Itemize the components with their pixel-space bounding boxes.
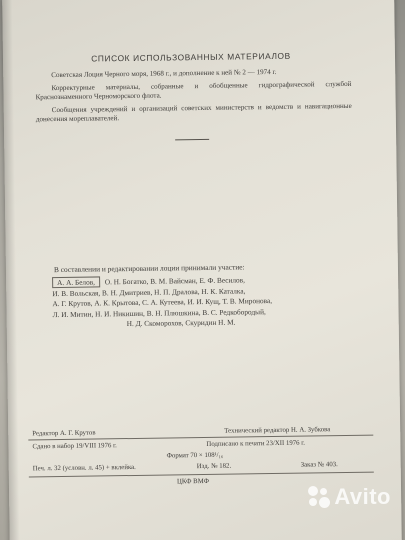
tech-editor: Технический редактор Н. А. Зубкова: [224, 426, 331, 435]
typeset-date: Сдано в набор 19/VIII 1976 г.: [32, 442, 117, 451]
edition-number: Изд. № 182.: [196, 462, 232, 471]
format: Формат 70 × 108¹/₁₆: [166, 451, 224, 460]
editor: Редактор А. Г. Крутов: [32, 429, 96, 438]
bibliography-item: Сообщения учреждений и организаций советских министерств и ведомств и навигационные донесения мореплавателей.: [35, 101, 352, 124]
imprint-block: [28, 426, 374, 492]
credits-intro: В составлении и редактировании лоции принимали участие:: [53, 262, 245, 275]
print-sheets: Печ. л. 32 (условн. л. 45) + вклейка.: [32, 463, 136, 473]
avito-logo-icon: [308, 486, 330, 508]
page-content: [21, 50, 365, 332]
section-divider: [175, 139, 209, 140]
credits-line: Л. И. Митин, Н. И. Никишин, В. Н. Плюшкина, В. С. Редкобородый,: [52, 306, 266, 319]
credits-line: Н. Д. Скоморохов, Скуридин Н. М.: [126, 317, 236, 329]
order-number: Заказ № 403.: [300, 461, 338, 469]
avito-watermark: [308, 484, 391, 510]
credits-line: И. В. Вольская, В. Н. Дмитриев, Н. П. Дралова, Н. К. Каталка,: [52, 285, 246, 298]
highlighted-name: А. А. Белов,: [52, 276, 100, 288]
watermark-text: Avito: [334, 484, 391, 509]
page-shadow: [2, 0, 20, 540]
credits-line-text: О. Н. Богатко, В. М. Вайсман, Е. Ф. Весилов,: [104, 275, 245, 287]
printer: ЦКФ ВМФ: [176, 477, 210, 486]
bibliography-title: СПИСОК ИСПОЛЬЗОВАННЫХ МАТЕРИАЛОВ: [91, 50, 291, 64]
bibliography-item: Корректурные материалы, собранные и обобщенные гидрографической службой Краснознаменного Черноморского флота.: [35, 79, 352, 102]
credits-line: А. Г. Крутов, А. К. Крытова, С. А. Кутеева, И. И. Кущ, Т. В. Миронова,: [52, 296, 273, 309]
bibliography-item: Советская Лоция Черного моря, 1968 г., и дополнение к ней № 2 — 1974 г.: [51, 67, 277, 80]
book-page: [2, 0, 402, 540]
signed-date: Подписано к печати 23/XII 1976 г.: [206, 439, 306, 448]
credits-names: [52, 274, 373, 331]
